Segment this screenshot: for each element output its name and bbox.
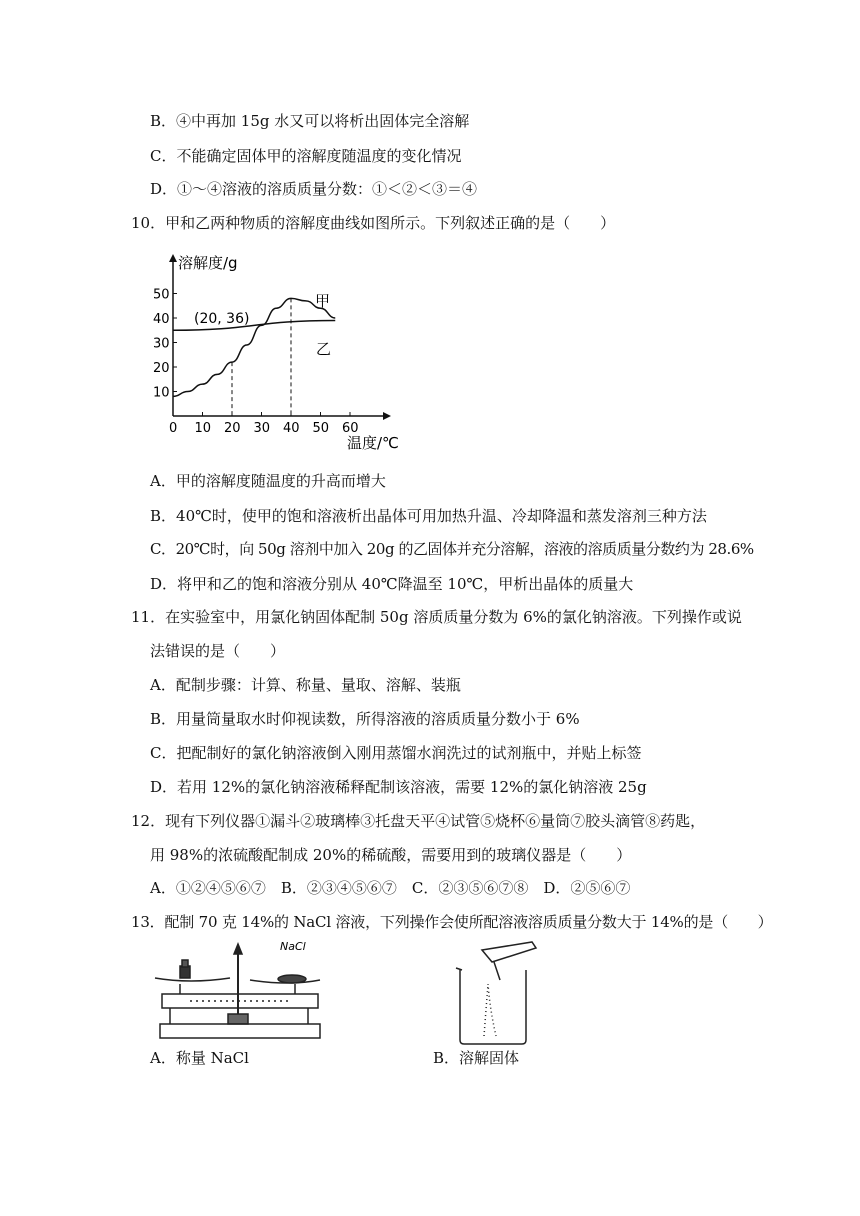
q9-option-c: C．不能确定固体甲的溶解度随温度的变化情况 <box>150 147 462 165</box>
q11-option-b: B．用量筒量取水时仰视读数，所得溶液的溶质质量分数小于 6% <box>150 710 580 728</box>
q12-stem-line2: 用 98%的浓硫酸配制成 20%的稀硫酸，需要用到的玻璃仪器是（ ） <box>150 846 632 864</box>
y-tick-label: 50 <box>153 287 170 303</box>
solubility-chart <box>140 248 400 458</box>
q10-option-c: C．20℃时，向 50g 溶剂中加入 20g 的乙固体并充分溶解，溶液的溶质质量分数约为 28.6% <box>150 540 754 558</box>
x-axis-arrow <box>383 412 391 420</box>
y-tick-label: 40 <box>153 312 170 327</box>
x-axis-label: 温度/℃ <box>347 434 399 452</box>
q10-option-b: B．40℃时，使甲的饱和溶液析出晶体可用加热升温、冷却降温和蒸发溶剂三种方法 <box>150 507 707 525</box>
x-tick-label: 50 <box>312 421 330 436</box>
q13-stem: 13．配制 70 克 14%的 NaCl 溶液，下列操作会使所配溶液溶质质量分数大于 14%的是（ ） <box>131 913 773 931</box>
y-axis-label: 溶解度/g <box>178 254 238 272</box>
series-label-jia: 甲 <box>315 292 331 310</box>
q11-stem-line2: 法错误的是（ ） <box>150 642 286 660</box>
y-tick-label: 20 <box>153 361 170 376</box>
x-tick-label: 40 <box>283 421 300 436</box>
y-tick-label: 10 <box>153 385 170 401</box>
q10-option-a: A．甲的溶解度随温度的升高而增大 <box>150 472 386 490</box>
x-tick-label: 10 <box>194 421 212 436</box>
q12-stem-line1: 12．现有下列仪器①漏斗②玻璃棒③托盘天平④试管⑤烧杯⑥量筒⑦胶头滴管⑧药匙， <box>131 812 706 830</box>
x-tick-label: 60 <box>342 421 359 436</box>
x-tick-label: 30 <box>253 421 271 436</box>
q13-option-b: B．溶解固体 <box>433 1049 520 1067</box>
q11-option-a: A．配制步骤：计算、称量、量取、溶解、装瓶 <box>150 676 461 694</box>
beaker-figure <box>452 940 542 1048</box>
q9-option-d: D．①～④溶液的溶质质量分数：①＜②＜③＝④ <box>150 180 478 198</box>
q11-option-d: D．若用 12%的氯化钠溶液稀释配制该溶液，需要 12%的氯化钠溶液 25g <box>150 778 647 796</box>
chart-axes <box>169 254 391 420</box>
y-tick-label: 30 <box>153 336 170 352</box>
point-annotation: (20, 36) <box>194 311 250 327</box>
nacl-label: NaCl <box>280 940 306 953</box>
q11-option-c: C．把配制好的氯化钠溶液倒入刚用蒸馏水润洗过的试剂瓶中，并贴上标签 <box>150 744 642 762</box>
q10-option-d: D．将甲和乙的饱和溶液分别从 40℃降温至 10℃，甲析出晶体的质量大 <box>150 575 634 593</box>
x-tick-label: 20 <box>224 421 241 436</box>
q10-stem: 10．甲和乙两种物质的溶解度曲线如图所示。下列叙述正确的是（ ） <box>131 214 616 232</box>
q13-option-a: A．称量 NaCl <box>150 1049 249 1067</box>
q12-options: A．①②④⑤⑥⑦ B．②③④⑤⑥⑦ C．②③⑤⑥⑦⑧ D．②⑤⑥⑦ <box>150 879 631 897</box>
series-label-yi: 乙 <box>316 340 332 358</box>
y-axis-arrow <box>169 254 177 262</box>
q9-option-b: B．④中再加 15g 水又可以将析出固体完全溶解 <box>150 112 470 130</box>
balance-scale-figure <box>150 936 330 1046</box>
q11-stem-line1: 11．在实验室中，用氯化钠固体配制 50g 溶质质量分数为 6%的氯化钠溶液。下列操作或说 <box>131 608 742 626</box>
x-tick-label: 0 <box>169 421 178 436</box>
